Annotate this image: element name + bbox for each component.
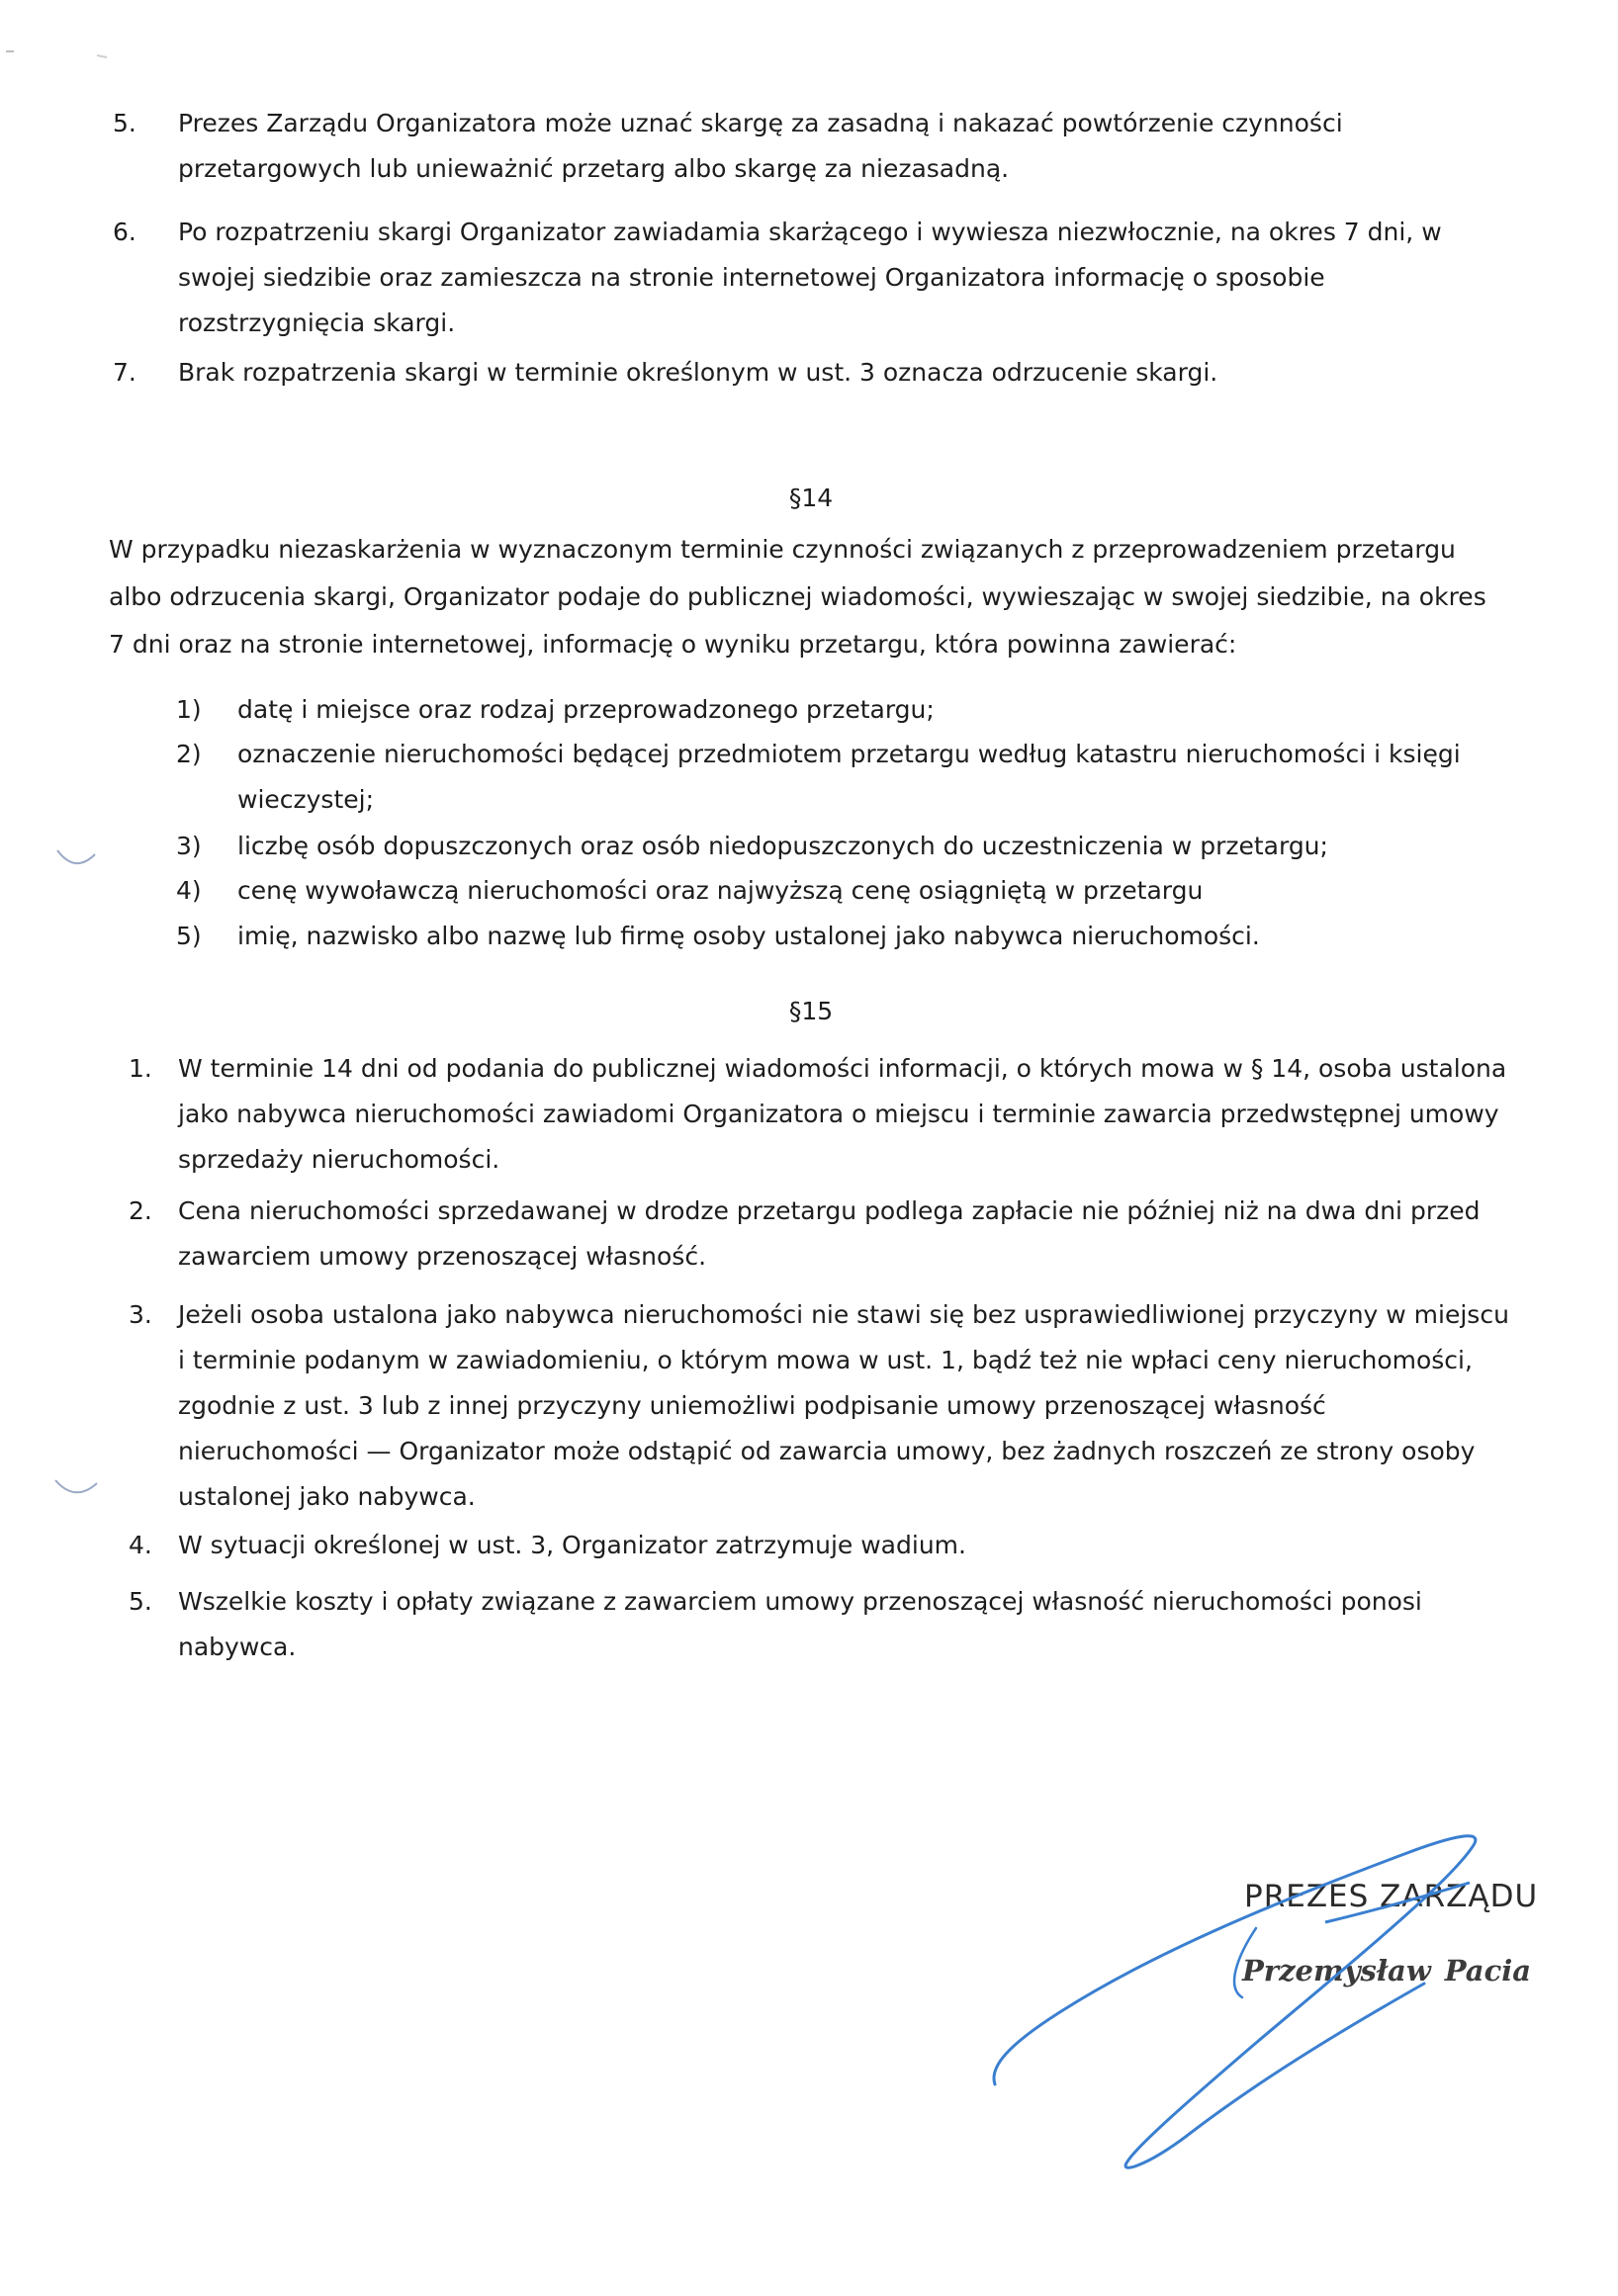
list-item-number: 2): [176, 740, 202, 768]
list-item-number: 5.: [113, 109, 136, 137]
stamp-last-name: Pacia: [1444, 1954, 1532, 1987]
list-item-text: datę i miejsce oraz rodzaj przeprowadzonego przetargu;: [237, 695, 935, 724]
list-item-number: 2.: [129, 1196, 152, 1225]
list-item-number: 1.: [129, 1054, 152, 1083]
stamp-first-name: Przemysław: [1242, 1954, 1431, 1987]
list-item-number: 3.: [129, 1300, 152, 1329]
list-item-text: W terminie 14 dni od podania do publicznej wiadomości informacji, o których mowa w § 14, osoba ustalona jako nabywca nieruchomości zawiadomi Organizatora o miejscu i terminie zawarcia przedwstępnej umowy sprzedaży nieruchomości.: [178, 1054, 1507, 1174]
list-item-text: liczbę osób dopuszczonych oraz osób niedopuszczonych do uczestniczenia w przetargu;: [237, 832, 1328, 860]
list-item-text: imię, nazwisko albo nazwę lub firmę osoby ustalonej jako nabywca nieruchomości.: [237, 922, 1260, 950]
list-item-number: 5.: [129, 1587, 152, 1616]
punch-hole-mark: [57, 850, 95, 863]
list-item-text: Cena nieruchomości sprzedawanej w drodze przetargu podlega zapłacie nie później niż na dwa dni przed zawarciem umowy przenoszącej własność.: [178, 1196, 1481, 1271]
list-item-text: Jeżeli osoba ustalona jako nabywca nieruchomości nie stawi się bez usprawiedliwionej przyczyny w miejscu i terminie podanym w zawiadomieniu, o którym mowa w ust. 1, bądź też nie wpłaci ceny nieruchomości, zgodnie z ust. 3 lub z innej przyczyny uniemożliwi podpisanie umowy przenoszącej własność nieruchomości — Organizator może odstąpić od zawarcia umowy, bez żadnych roszczeń ze strony osoby ustalonej jako nabywca.: [178, 1300, 1509, 1511]
list-item-text: Po rozpatrzeniu skargi Organizator zawiadamia skarżącego i wywiesza niezwłocznie, na okres 7 dni, w swojej siedzibie oraz zamieszcza na stronie internetowej Organizatora informację o sposobie rozstrzygnięcia skargi.: [178, 218, 1442, 337]
list-item-text: W sytuacji określonej w ust. 3, Organizator zatrzymuje wadium.: [178, 1531, 966, 1559]
list-item-text: Brak rozpatrzenia skargi w terminie określonym w ust. 3 oznacza odrzucenie skargi.: [178, 358, 1218, 387]
section-heading-15: §15: [788, 997, 834, 1025]
punch-hole-mark: [55, 1480, 97, 1492]
list-item-number: 4.: [129, 1531, 152, 1559]
list-item-number: 7.: [113, 358, 136, 387]
list-item-number: 6.: [113, 218, 136, 246]
list-item-text: oznaczenie nieruchomości będącej przedmiotem przetargu według katastru nieruchomości i księgi wieczystej;: [237, 740, 1461, 814]
list-item-number: 1): [176, 695, 202, 724]
section-14-intro: W przypadku niezaskarżenia w wyznaczonym terminie czynności związanych z przeprowadzeniem przetargu albo odrzucenia skargi, Organizator podaje do publicznej wiadomości, wywieszając w swojej siedzibie, na okres 7 dni oraz na stronie internetowej, informację o wyniku przetargu, która powinna zawierać:: [109, 535, 1486, 659]
scan-mark: [97, 55, 107, 57]
signature-stroke: [1325, 1883, 1470, 1922]
signature-stroke: [1234, 1928, 1256, 1997]
list-item-text: cenę wywoławczą nieruchomości oraz najwyższą cenę osiągniętą w przetargu: [237, 876, 1204, 905]
signature-stroke: [994, 1836, 1476, 2167]
stamp-title: PREZES ZARZĄDU: [1244, 1879, 1539, 1914]
section-heading-14: §14: [788, 484, 834, 512]
list-item-number: 3): [176, 832, 202, 860]
list-item-number: 5): [176, 922, 202, 950]
list-item-number: 4): [176, 876, 202, 905]
list-item-text: Prezes Zarządu Organizatora może uznać skargę za zasadną i nakazać powtórzenie czynności przetargowych lub unieważnić przetarg albo skargę za niezasadną.: [178, 109, 1343, 183]
list-item-text: Wszelkie koszty i opłaty związane z zawarciem umowy przenoszącej własność nieruchomości ponosi nabywca.: [178, 1587, 1422, 1661]
